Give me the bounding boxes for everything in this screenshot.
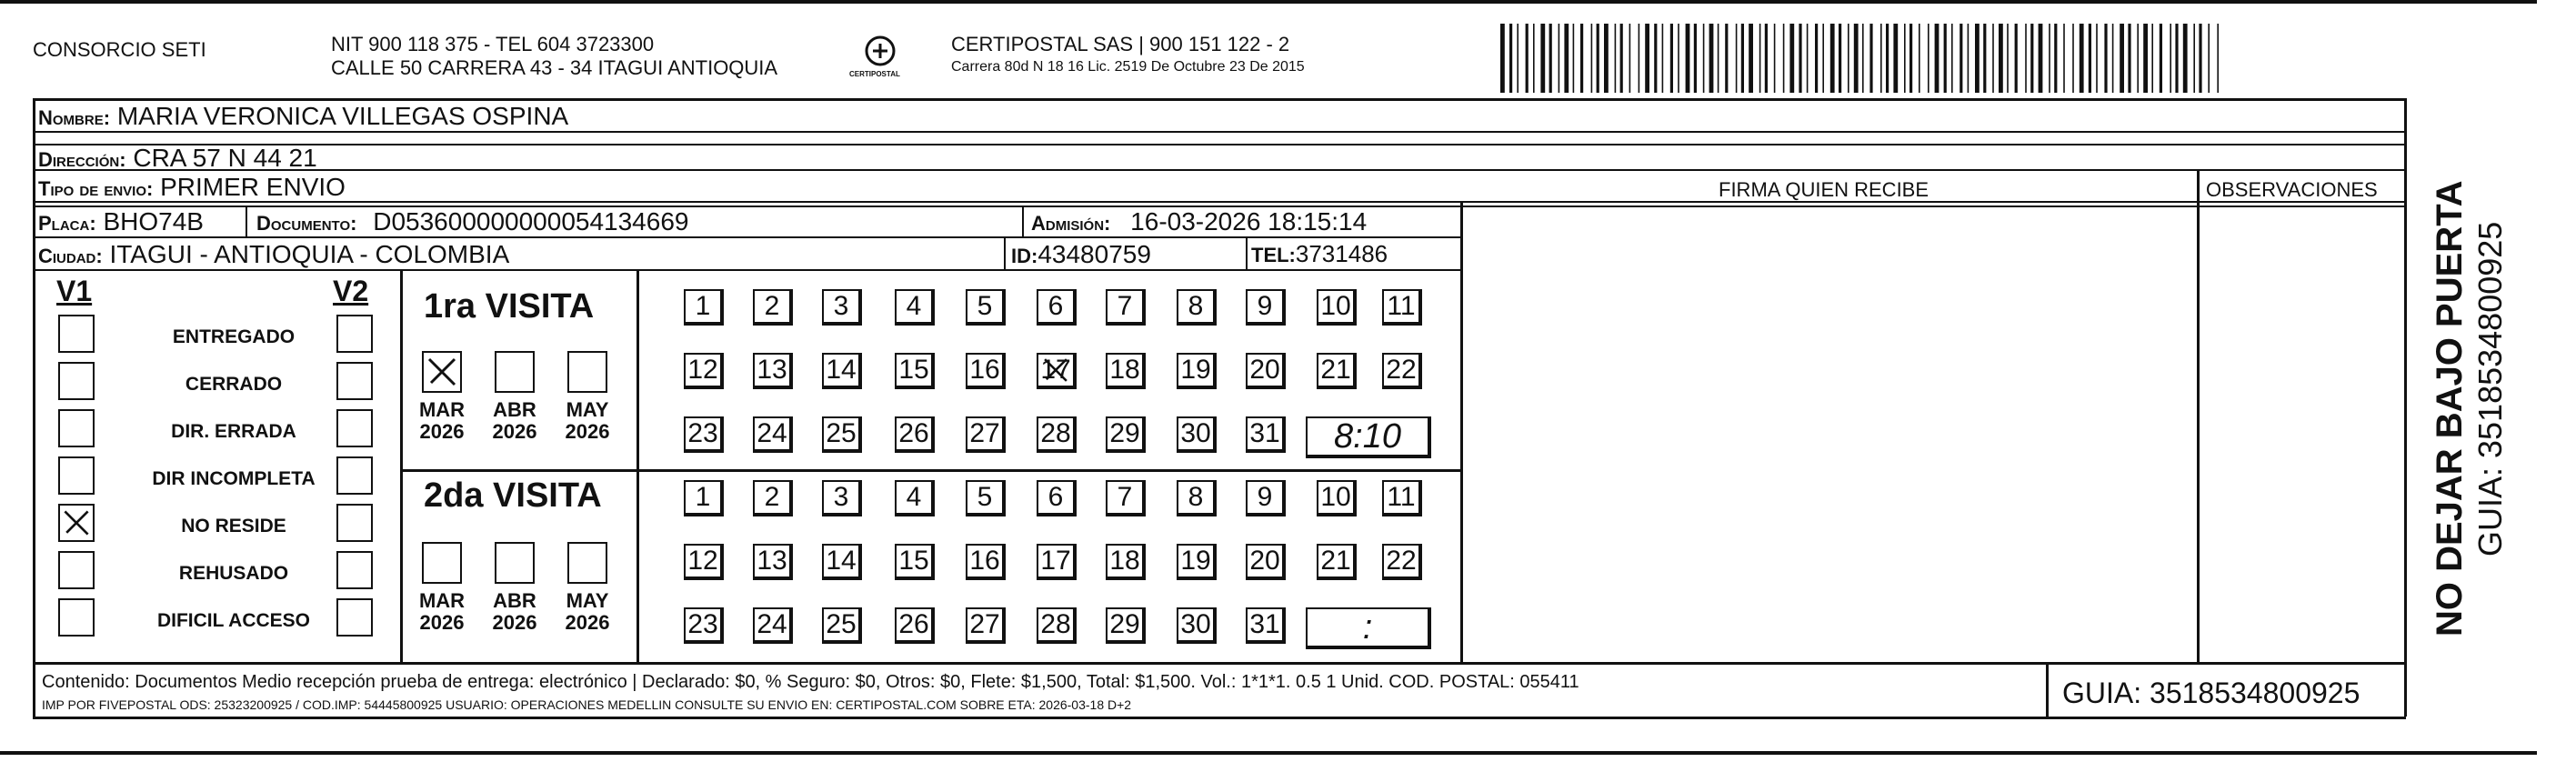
year-label: 2026 — [492, 420, 537, 443]
day-number: 27 — [969, 609, 1000, 639]
day-box[interactable] — [753, 416, 793, 453]
day-box[interactable] — [966, 416, 1006, 453]
day-box[interactable] — [1177, 544, 1217, 580]
observations-heading: OBSERVACIONES — [2206, 178, 2378, 201]
barcode — [1498, 24, 2226, 93]
day-box[interactable] — [753, 544, 793, 580]
footer-guide: GUIA: 3518534800925 — [2062, 677, 2360, 709]
type-row — [38, 175, 346, 200]
visit1-title: 1ra VISITA — [424, 287, 595, 326]
v2-checkbox[interactable] — [336, 362, 373, 400]
certipostal-logo — [849, 33, 906, 84]
admission-value: 16-03-2026 18:15:14 — [1130, 207, 1368, 236]
day-number: 4 — [906, 482, 922, 512]
grid-line — [2197, 169, 2200, 663]
day-box[interactable] — [822, 480, 862, 516]
day-box[interactable] — [1317, 544, 1357, 580]
day-number: 31 — [1249, 418, 1280, 448]
day-number: 19 — [1180, 546, 1211, 576]
month-checkbox[interactable] — [495, 542, 535, 584]
day-number: 5 — [977, 291, 993, 321]
day-box[interactable] — [1106, 480, 1146, 516]
day-box[interactable] — [1246, 480, 1286, 516]
day-box[interactable] — [1177, 607, 1217, 644]
day-box[interactable] — [966, 607, 1006, 644]
day-box[interactable] — [1037, 544, 1077, 580]
status-option-label: NO RESIDE — [181, 516, 286, 536]
footer-print-info: IMP POR FIVEPOSTAL ODS: 25323200925 / COD.IMP: 54445800925 USUARIO: OPERACIONES MEDELLIN CONSULTE SU ENVIO EN: CERTIPOSTAL.COM SOBRE ETA: 2026-03-18 D+2 — [42, 697, 1132, 712]
day-number: 20 — [1249, 355, 1280, 385]
day-box[interactable] — [1177, 480, 1217, 516]
day-box[interactable] — [895, 289, 935, 326]
time-value: 8:10 — [1334, 417, 1401, 456]
day-box[interactable] — [822, 607, 862, 644]
day-number: 8 — [1188, 482, 1204, 512]
day-number: 27 — [969, 418, 1000, 448]
time-value: : — [1362, 608, 1373, 647]
admission-cell — [1031, 209, 1367, 235]
grid-line — [1246, 236, 1248, 269]
month-checkbox[interactable] — [495, 351, 535, 393]
day-number: 1 — [695, 291, 711, 321]
name-label: Nombre: — [38, 106, 111, 129]
day-box[interactable] — [753, 353, 793, 389]
month-checkbox[interactable] — [567, 542, 607, 584]
v1-checkbox[interactable] — [58, 504, 95, 542]
day-number: 21 — [1320, 546, 1351, 576]
day-box[interactable] — [1106, 416, 1146, 453]
day-box[interactable] — [966, 353, 1006, 389]
day-number: 29 — [1109, 609, 1140, 639]
day-box[interactable] — [895, 353, 935, 389]
month-label: MAR — [418, 398, 466, 421]
grid-line — [1022, 206, 1024, 238]
day-box[interactable] — [1382, 289, 1422, 326]
v2-checkbox[interactable] — [336, 598, 373, 637]
day-box[interactable] — [1177, 416, 1217, 453]
month-label: MAY — [566, 398, 609, 421]
day-box[interactable] — [753, 607, 793, 644]
day-box[interactable] — [1106, 607, 1146, 644]
v2-checkbox[interactable] — [336, 409, 373, 447]
address-label: Dirección: — [38, 148, 126, 171]
document-value: D053600000000054134669 — [373, 207, 689, 236]
day-number: 23 — [687, 609, 718, 639]
day-number: 4 — [906, 291, 922, 321]
month-label: ABR — [493, 589, 536, 612]
day-number: 22 — [1386, 546, 1417, 576]
grid-line — [33, 662, 2406, 665]
document-cell — [256, 209, 688, 235]
status-option-label: CERRADO — [185, 374, 283, 395]
tel-value: 3731486 — [1295, 240, 1388, 267]
day-box[interactable] — [1037, 480, 1077, 516]
month-checkbox[interactable] — [422, 351, 462, 393]
day-number: 9 — [1257, 291, 1273, 321]
city-cell — [38, 242, 509, 267]
day-number: 7 — [1117, 291, 1133, 321]
plate-cell — [38, 209, 204, 235]
day-box[interactable] — [1106, 289, 1146, 326]
day-number: 6 — [1047, 291, 1064, 321]
grid-line — [2046, 662, 2049, 718]
top-border — [0, 0, 2537, 4]
day-number: 19 — [1180, 355, 1211, 385]
day-number: 12 — [687, 546, 718, 576]
day-number: 1 — [695, 482, 711, 512]
visit2-title: 2da VISITA — [424, 476, 602, 515]
day-box[interactable] — [966, 289, 1006, 326]
grid-line — [33, 98, 2406, 101]
month-label: ABR — [493, 398, 536, 421]
shipment-type: PRIMER ENVIO — [160, 173, 346, 201]
day-number: 13 — [757, 355, 787, 385]
city-value: ITAGUI - ANTIOQUIA - COLOMBIA — [109, 240, 510, 268]
day-number: 26 — [898, 609, 929, 639]
id-cell — [1011, 242, 1151, 267]
logo-caption: CERTIPOSTAL — [849, 70, 900, 78]
v1-checkbox[interactable] — [58, 409, 95, 447]
day-number: 11 — [1387, 482, 1416, 512]
plate-label: Placa: — [38, 212, 96, 235]
day-box[interactable] — [822, 416, 862, 453]
grid-line — [400, 269, 403, 662]
month-checkbox[interactable] — [422, 542, 462, 584]
day-number: 14 — [826, 546, 857, 576]
day-number: 14 — [826, 355, 857, 385]
day-box[interactable] — [1246, 607, 1286, 644]
day-box[interactable] — [895, 416, 935, 453]
day-box[interactable] — [1382, 353, 1422, 389]
grid-line — [33, 98, 35, 662]
day-box[interactable] — [753, 289, 793, 326]
v2-heading: V2 — [333, 275, 369, 307]
name-row — [38, 104, 568, 129]
type-label: Tipo de envio: — [38, 177, 154, 200]
status-option-label: DIR. ERRADA — [171, 421, 296, 442]
grid-line — [400, 469, 1462, 472]
v2-checkbox[interactable] — [336, 456, 373, 495]
day-number: 7 — [1117, 482, 1133, 512]
status-option-label: ENTREGADO — [172, 326, 296, 347]
address-line: CALLE 50 CARRERA 43 - 34 ITAGUI ANTIOQUIA — [331, 56, 778, 79]
day-box[interactable] — [684, 607, 724, 644]
day-number: 28 — [1040, 418, 1071, 448]
grid-line — [636, 269, 639, 662]
month-label: MAR — [418, 589, 466, 612]
day-box[interactable] — [1317, 353, 1357, 389]
license-line: Carrera 80d N 18 16 Lic. 2519 De Octubre 23 De 2015 — [951, 59, 1305, 75]
day-box[interactable] — [1317, 480, 1357, 516]
tel-cell — [1251, 242, 1388, 266]
day-box[interactable] — [1037, 289, 1077, 326]
day-number: 25 — [826, 609, 857, 639]
year-label: 2026 — [565, 420, 610, 443]
city-label: Ciudad: — [38, 245, 103, 267]
day-number: 16 — [969, 355, 1000, 385]
side-guide: GUIA: 3518534800925 — [2471, 221, 2509, 556]
day-number: 28 — [1040, 609, 1071, 639]
day-number: 24 — [757, 609, 787, 639]
day-number: 17 — [1040, 546, 1071, 576]
day-box[interactable] — [895, 480, 935, 516]
recipient-address: CRA 57 N 44 21 — [133, 144, 317, 172]
grid-line — [1004, 236, 1006, 269]
day-number: 30 — [1180, 609, 1211, 639]
day-number: 8 — [1188, 291, 1204, 321]
day-box[interactable] — [822, 353, 862, 389]
day-box[interactable] — [1037, 353, 1077, 389]
day-number: 29 — [1109, 418, 1140, 448]
day-box[interactable] — [822, 544, 862, 580]
day-number: 23 — [687, 418, 718, 448]
day-box[interactable] — [684, 416, 724, 453]
time-box[interactable] — [1306, 416, 1431, 458]
day-check-mark — [1038, 355, 1073, 386]
footer-content: Contenido: Documentos Medio recepción prueba de entrega: electrónico | Declarado: $0, % Seguro: $0, Otros: $0, Flete: $1,500, Total: $1,500. Vol.: 1*1*1. 0.5 1 Unid. COD. POSTAL: 055411 — [42, 672, 1579, 692]
year-label: 2026 — [492, 611, 537, 634]
day-box[interactable] — [1037, 607, 1077, 644]
day-box[interactable] — [1382, 544, 1422, 580]
day-number: 6 — [1047, 482, 1064, 512]
v1-checkbox[interactable] — [58, 315, 95, 353]
day-number: 22 — [1386, 355, 1417, 385]
grid-line — [246, 206, 247, 238]
day-box[interactable] — [1177, 289, 1217, 326]
day-number: 25 — [826, 418, 857, 448]
day-number: 2 — [764, 482, 780, 512]
day-number: 31 — [1249, 609, 1280, 639]
nit-line: NIT 900 118 375 - TEL 604 3723300 — [331, 33, 655, 55]
day-number: 10 — [1320, 291, 1351, 321]
day-box[interactable] — [684, 480, 724, 516]
day-number: 24 — [757, 418, 787, 448]
day-box[interactable] — [895, 544, 935, 580]
grid-line — [33, 717, 2406, 719]
grid-line — [33, 269, 1462, 271]
day-number: 18 — [1109, 546, 1140, 576]
day-number: 17 — [1040, 355, 1071, 385]
day-number: 13 — [757, 546, 787, 576]
document-label: Documento: — [256, 212, 357, 235]
day-box[interactable] — [1246, 289, 1286, 326]
day-number: 16 — [969, 546, 1000, 576]
grid-line — [33, 662, 35, 718]
status-option-label: DIFICIL ACCESO — [156, 610, 310, 631]
id-label: ID: — [1011, 245, 1038, 267]
plate-value: BHO74B — [103, 207, 204, 236]
v1-checkbox[interactable] — [58, 456, 95, 495]
v1-heading: V1 — [56, 275, 93, 307]
day-box[interactable] — [684, 353, 724, 389]
tel-label: TEL: — [1251, 244, 1296, 266]
year-label: 2026 — [419, 420, 465, 443]
day-box[interactable] — [1382, 480, 1422, 516]
id-value: 43480759 — [1037, 240, 1151, 268]
day-box[interactable] — [1246, 353, 1286, 389]
day-box[interactable] — [684, 544, 724, 580]
status-option-label: REHUSADO — [178, 563, 289, 584]
side-warning: NO DEJAR BAJO PUERTA — [2430, 180, 2470, 637]
v1-checkbox[interactable] — [58, 362, 95, 400]
bottom-border — [0, 751, 2537, 755]
certipostal-line: CERTIPOSTAL SAS | 900 151 122 - 2 — [951, 33, 1290, 55]
day-box[interactable] — [1106, 544, 1146, 580]
company-name: CONSORCIO SETI — [33, 38, 206, 61]
grid-line — [33, 169, 2406, 171]
day-number: 3 — [833, 482, 849, 512]
signature-heading: FIRMA QUIEN RECIBE — [1719, 178, 1929, 201]
admission-label: Admisión: — [1031, 212, 1111, 235]
day-box[interactable] — [1246, 416, 1286, 453]
grid-line — [2404, 98, 2407, 717]
day-box[interactable] — [753, 480, 793, 516]
day-box[interactable] — [1317, 289, 1357, 326]
time-box[interactable] — [1306, 607, 1431, 649]
day-box[interactable] — [966, 480, 1006, 516]
status-option-label: DIR INCOMPLETA — [152, 468, 316, 489]
grid-line — [33, 144, 2406, 145]
v2-checkbox[interactable] — [336, 551, 373, 589]
v1-checkbox[interactable] — [58, 598, 95, 637]
day-number: 15 — [898, 355, 929, 385]
recipient-name: MARIA VERONICA VILLEGAS OSPINA — [116, 102, 569, 130]
grid-line — [33, 131, 2406, 133]
day-number: 9 — [1257, 482, 1273, 512]
address-row — [38, 145, 317, 171]
day-number: 20 — [1249, 546, 1280, 576]
day-box[interactable] — [895, 607, 935, 644]
day-number: 30 — [1180, 418, 1211, 448]
day-number: 26 — [898, 418, 929, 448]
v2-checkbox[interactable] — [336, 504, 373, 542]
day-number: 11 — [1387, 291, 1416, 321]
day-box[interactable] — [1037, 416, 1077, 453]
day-box[interactable] — [1177, 353, 1217, 389]
day-box[interactable] — [966, 544, 1006, 580]
day-number: 5 — [977, 482, 993, 512]
day-number: 3 — [833, 291, 849, 321]
month-label: MAY — [566, 589, 609, 612]
grid-line — [33, 201, 2406, 203]
v2-checkbox[interactable] — [336, 315, 373, 353]
v1-checkbox[interactable] — [58, 551, 95, 589]
day-number: 21 — [1320, 355, 1351, 385]
day-number: 12 — [687, 355, 718, 385]
day-box[interactable] — [1246, 544, 1286, 580]
month-checkbox[interactable] — [567, 351, 607, 393]
day-number: 2 — [764, 291, 780, 321]
year-label: 2026 — [419, 611, 465, 634]
day-box[interactable] — [684, 289, 724, 326]
grid-line — [1460, 201, 1463, 663]
day-box[interactable] — [822, 289, 862, 326]
day-number: 10 — [1320, 482, 1351, 512]
day-number: 18 — [1109, 355, 1140, 385]
day-number: 15 — [898, 546, 929, 576]
year-label: 2026 — [565, 611, 610, 634]
day-box[interactable] — [1106, 353, 1146, 389]
